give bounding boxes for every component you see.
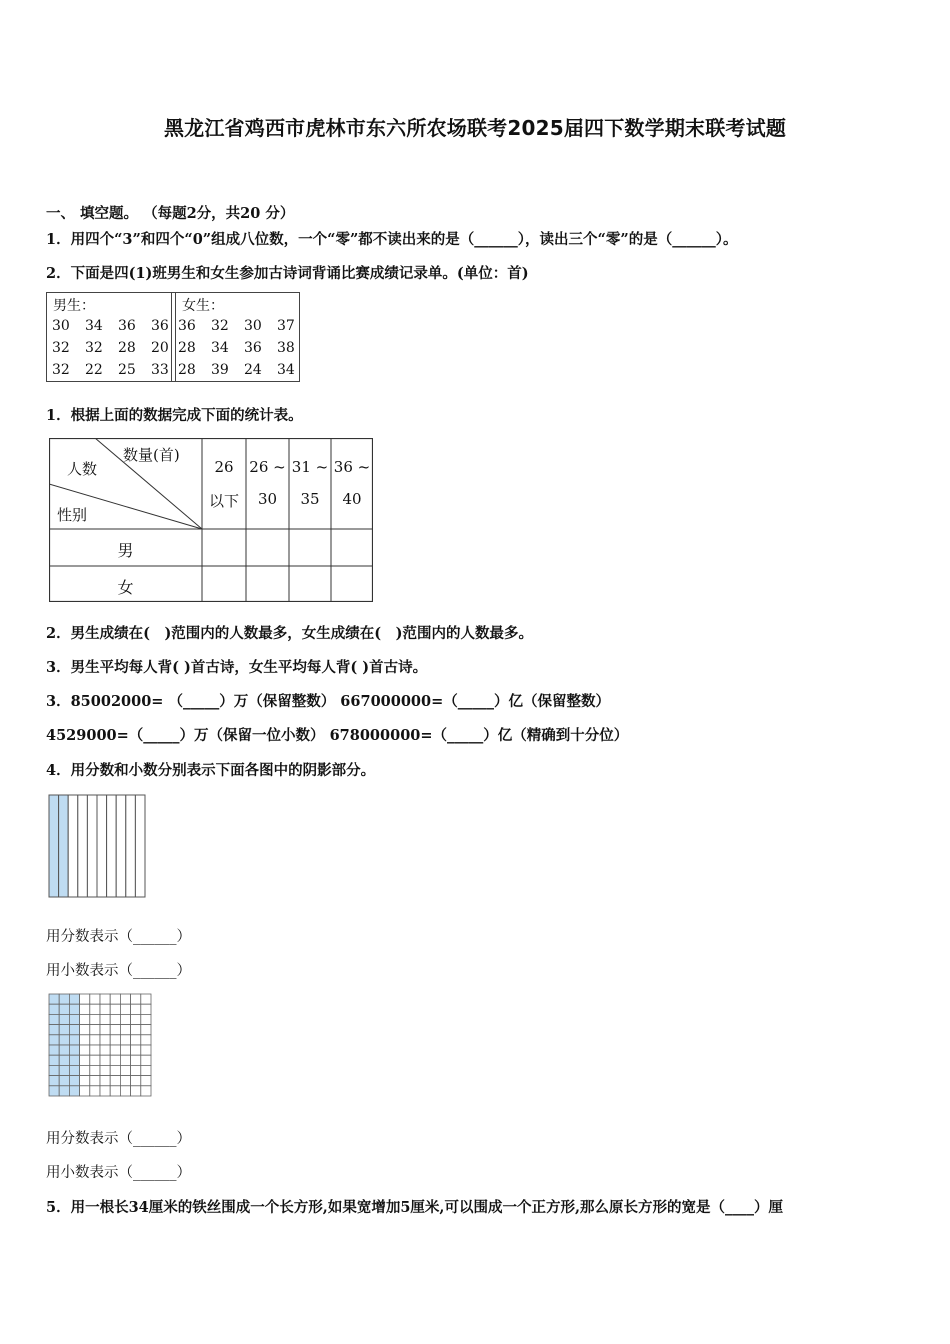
shaded-cell <box>69 1086 79 1096</box>
grid-cell <box>131 1045 141 1055</box>
score-record-table <box>46 292 300 382</box>
grid-cell <box>131 1055 141 1065</box>
row-label-boys: 男 <box>117 541 134 560</box>
shaded-cell <box>69 1045 79 1055</box>
unshaded-strip <box>87 795 97 897</box>
fraction-prompt: 用分数表示（______） <box>46 929 191 945</box>
shaded-cell <box>59 1065 69 1075</box>
grid-cell <box>100 1076 110 1086</box>
grid-cell <box>131 1004 141 1014</box>
decimal-prompt: 用小数表示（______） <box>46 963 191 979</box>
question-2-1: 1．根据上面的数据完成下面的统计表。 <box>46 407 303 424</box>
grid-cell <box>80 1004 90 1014</box>
shaded-cell <box>59 1045 69 1055</box>
shaded-cell <box>49 1055 59 1065</box>
grid-cell <box>110 1014 120 1024</box>
grid-cell <box>110 1065 120 1075</box>
grid-cell <box>80 1076 90 1086</box>
question-3b: 4529000=（_____）万（保留一位小数） 678000000=（_____）亿（精确到十分位） <box>46 727 629 744</box>
grid-cell <box>110 994 120 1004</box>
grid-cell <box>110 1035 120 1045</box>
grid-cell <box>131 1035 141 1045</box>
grid-cell <box>100 1086 110 1096</box>
grid-cell <box>100 1004 110 1014</box>
col-header: 36 ~ <box>333 458 371 476</box>
grid-cell <box>90 1076 100 1086</box>
grid-cell <box>120 1065 130 1075</box>
shaded-strip <box>59 795 69 897</box>
grid-cell <box>100 1035 110 1045</box>
corner-gender-label: 性别 <box>57 506 88 524</box>
girls-label: 女生： <box>182 298 224 314</box>
grid-cell <box>110 1045 120 1055</box>
grid-cell <box>90 1065 100 1075</box>
unshaded-strip <box>78 795 88 897</box>
grid-cell <box>100 994 110 1004</box>
hundredths-grid-figure <box>48 993 152 1097</box>
shaded-cell <box>49 994 59 1004</box>
grid-cell <box>131 1065 141 1075</box>
shaded-cell <box>59 1004 69 1014</box>
grid-cell <box>80 994 90 1004</box>
shaded-cell <box>49 1025 59 1035</box>
boys-row: 32 32 28 20 <box>52 340 169 356</box>
section-heading: 一、 填空题。 （每题2分，共20 分） <box>46 205 295 222</box>
shaded-cell <box>49 1076 59 1086</box>
shaded-cell <box>59 1014 69 1024</box>
shaded-cell <box>49 1086 59 1096</box>
shaded-cell <box>59 1076 69 1086</box>
tenths-figure <box>48 794 146 898</box>
shaded-cell <box>69 1025 79 1035</box>
grid-cell <box>110 1076 120 1086</box>
shaded-cell <box>49 1035 59 1045</box>
grid-cell <box>131 1086 141 1096</box>
grid-cell <box>141 1045 151 1055</box>
unshaded-strip <box>126 795 136 897</box>
grid-cell <box>141 994 151 1004</box>
grid-cell <box>90 994 100 1004</box>
question-1: 1．用四个“3”和四个“0”组成八位数，一个“零”都不读出来的是（______），读出三个“零”的是（______）。 <box>46 231 738 248</box>
decimal-prompt: 用小数表示（______） <box>46 1165 191 1181</box>
col-header: 26 <box>214 458 234 476</box>
question-3a: 3．85002000= （_____）万（保留整数） 667000000=（_____）亿（保留整数） <box>46 693 610 710</box>
shaded-strip <box>49 795 59 897</box>
row-label-girls: 女 <box>117 578 134 597</box>
grid-cell <box>120 1014 130 1024</box>
question-4: 4．用分数和小数分别表示下面各图中的阴影部分。 <box>46 762 376 779</box>
grid-cell <box>131 994 141 1004</box>
grid-cell <box>141 1065 151 1075</box>
shaded-cell <box>59 1086 69 1096</box>
grid-cell <box>90 1045 100 1055</box>
girls-row: 36 32 30 37 <box>178 318 295 334</box>
grid-cell <box>141 1014 151 1024</box>
grid-cell <box>90 1055 100 1065</box>
question-2: 2．下面是四(1)班男生和女生参加古诗词背诵比赛成绩记录单。(单位：首) <box>46 265 529 282</box>
grid-cell <box>141 1076 151 1086</box>
unshaded-strip <box>68 795 78 897</box>
shaded-cell <box>49 1045 59 1055</box>
boys-row: 30 34 36 36 <box>52 318 169 334</box>
grid-cell <box>120 1086 130 1096</box>
shaded-cell <box>69 1014 79 1024</box>
fraction-prompt: 用分数表示（______） <box>46 1131 191 1147</box>
grid-cell <box>110 1025 120 1035</box>
shaded-cell <box>49 1014 59 1024</box>
grid-cell <box>110 1004 120 1014</box>
shaded-cell <box>69 1076 79 1086</box>
grid-cell <box>80 1055 90 1065</box>
grid-cell <box>80 1045 90 1055</box>
unshaded-strip <box>107 795 117 897</box>
grid-cell <box>90 1035 100 1045</box>
col-header: 30 <box>257 490 278 508</box>
grid-cell <box>90 1014 100 1024</box>
unshaded-strip <box>135 795 145 897</box>
unshaded-strip <box>97 795 107 897</box>
grid-cell <box>100 1055 110 1065</box>
grid-cell <box>141 1086 151 1096</box>
grid-cell <box>120 1045 130 1055</box>
col-header: 35 <box>300 490 320 508</box>
grid-cell <box>100 1025 110 1035</box>
col-header: 31 ~ <box>291 458 329 476</box>
col-header: 40 <box>342 490 362 508</box>
grid-cell <box>100 1045 110 1055</box>
question-2-2: 2．男生成绩在( )范围内的人数最多，女生成绩在( )范围内的人数最多。 <box>46 625 534 642</box>
grid-cell <box>80 1065 90 1075</box>
girls-scores <box>175 293 300 381</box>
shaded-cell <box>59 1035 69 1045</box>
shaded-cell <box>69 1035 79 1045</box>
grid-cell <box>120 1076 130 1086</box>
grid-cell <box>80 1086 90 1096</box>
shaded-cell <box>49 1004 59 1014</box>
grid-cell <box>100 1014 110 1024</box>
grid-cell <box>141 1035 151 1045</box>
shaded-cell <box>69 1004 79 1014</box>
corner-people-label: 人数 <box>67 460 98 478</box>
grid-cell <box>110 1055 120 1065</box>
grid-cell <box>131 1025 141 1035</box>
grid-cell <box>80 1035 90 1045</box>
boys-label: 男生： <box>53 298 95 314</box>
grid-cell <box>120 1004 130 1014</box>
grid-cell <box>141 1055 151 1065</box>
grid-cell <box>120 1025 130 1035</box>
grid-cell <box>120 994 130 1004</box>
shaded-cell <box>59 1055 69 1065</box>
girls-row: 28 39 24 34 <box>178 362 295 378</box>
grid-cell <box>90 1025 100 1035</box>
grid-cell <box>120 1055 130 1065</box>
boys-scores <box>47 293 172 381</box>
grid-cell <box>90 1086 100 1096</box>
grid-cell <box>80 1014 90 1024</box>
girls-row: 28 34 36 38 <box>178 340 295 356</box>
shaded-cell <box>59 994 69 1004</box>
grid-cell <box>120 1035 130 1045</box>
grid-cell <box>80 1025 90 1035</box>
statistics-table <box>49 438 373 602</box>
shaded-cell <box>69 994 79 1004</box>
grid-cell <box>131 1076 141 1086</box>
grid-cell <box>90 1004 100 1014</box>
shaded-cell <box>49 1065 59 1075</box>
shaded-cell <box>59 1025 69 1035</box>
question-2-3: 3．男生平均每人背( )首古诗，女生平均每人背( )首古诗。 <box>46 659 428 676</box>
col-header: 26 ~ <box>249 458 286 476</box>
shaded-cell <box>69 1055 79 1065</box>
page-title: 黑龙江省鸡西市虎林市东六所农场联考2025届四下数学期末联考试题 <box>163 116 787 140</box>
grid-cell <box>100 1065 110 1075</box>
grid-cell <box>131 1014 141 1024</box>
boys-row: 32 22 25 33 <box>52 362 169 378</box>
grid-cell <box>141 1004 151 1014</box>
shaded-cell <box>69 1065 79 1075</box>
col-header: 以下 <box>208 492 239 510</box>
grid-cell <box>110 1086 120 1096</box>
corner-quantity-label: 数量(首) <box>123 446 180 464</box>
question-5: 5．用一根长34厘米的铁丝围成一个长方形,如果宽增加5厘米,可以围成一个正方形,那么原长方形的宽是（____）厘 <box>46 1199 783 1216</box>
grid-cell <box>141 1025 151 1035</box>
unshaded-strip <box>116 795 126 897</box>
